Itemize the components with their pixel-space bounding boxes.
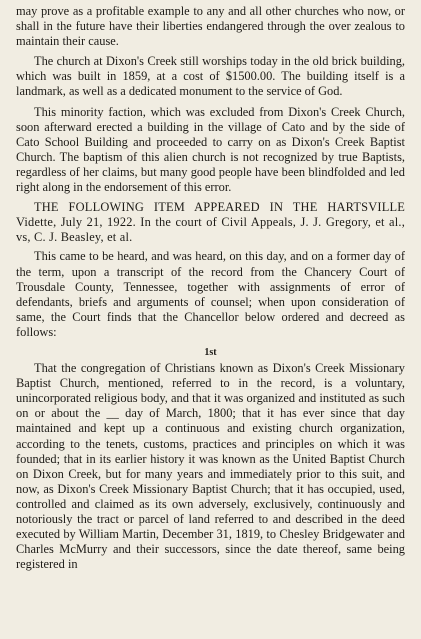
paragraph-court-finding: This came to be heard, and was heard, on this day, and on a former day of the term, upon a transcript of the record from the Chancery Court of Trousdale County, Tennessee, together with assignments of error of defendants, briefs and arguments of counsel; when upon consideration of same, the Court finds that the Chancellor below ordered and decreed as follows:: [16, 249, 405, 339]
paragraph-3: This minority faction, which was excluded from Dixon's Creek Church, soon afterward erected a building in the village of Cato and by the side of Cato School Building and proceeded to carry on as Dixon's Creek Baptist Church. The baptism of this alien church is not recognized by true Baptists, regardless of her claims, but many good people have been blindfolded and led right along in the endorsement of this error.: [16, 104, 405, 195]
paragraph-congregation: That the congregation of Christians known as Dixon's Creek Missionary Baptist Church, mentioned, referred to in the record, is a voluntary, unincorporated religious body, and that it was organized and instituted as such on or about the __ day of March, 1800; that it has ever since that day maintained and kept up a continuous and existing church organization, according to the tenets, customs, practices and principles on which it was founded; that in its earlier history it was known as the United Baptist Church on Dixon Creek, but for many years and immediately prior to this suit, and now, as Dixon's Creek Missionary Baptist Church; that it has occupied, used, controlled and claimed as its own adversely, exclusively, continuously and notoriously the tract or parcel of land referred to and described in the deed executed by William Martin, December 31, 1819, to Chesley Bridgewater and Charles McMurry and their successors, since the date thereof, same being registered in: [16, 361, 405, 572]
heading-hartsville-vidette: THE FOLLOWING ITEM APPEARED IN THE HARTSVILLE Vidette, July 21, 1922. In the court of Civil Appeals, J. J. Gregory, et al., vs, C. J. Beasley, et al.: [16, 200, 405, 245]
paragraph-2: The church at Dixon's Creek still worships today in the old brick building, which was built in 1859, at a cost of $1500.00. The building itself is a landmark, as well as a dedicated monument to the service of God.: [16, 54, 405, 99]
section-marker-1st: 1st: [204, 346, 217, 358]
paragraph-1: may prove as a profitable example to any and all other churches who now, or shall in the future have their liberties endangered through the over zealous to maintain their cause.: [16, 4, 405, 49]
